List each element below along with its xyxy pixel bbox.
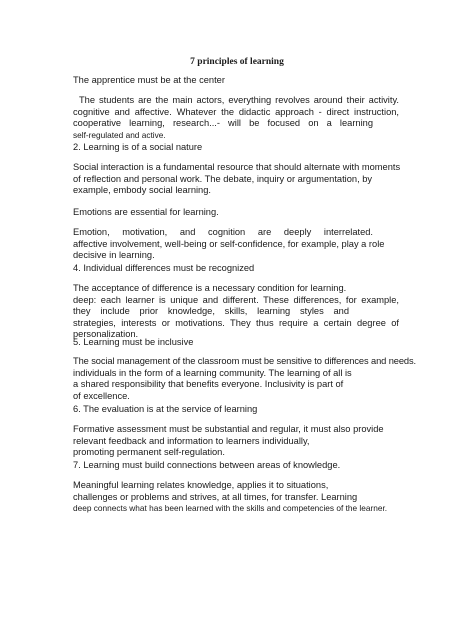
paragraph-line: a shared responsibility that benefits everyone. Inclusivity is part of — [73, 379, 344, 390]
paragraph-line: Formative assessment must be substantial and regular, it must also provide — [73, 424, 384, 434]
paragraph-line: affective involvement, well-being or self-confidence, for example, play a role — [73, 238, 385, 249]
paragraph-line: deep: each learner is unique and different. These differences, for example, — [73, 294, 399, 305]
paragraph-4 — [73, 283, 399, 341]
paragraph-1 — [73, 95, 399, 141]
section-heading-5 — [73, 337, 399, 349]
heading-text: 4. Individual differences must be recognized — [73, 263, 255, 273]
paragraph-line: cognitive and affective. Whatever the didactic approach - direct instruction, — [73, 106, 399, 117]
paragraph-line: Emotion, motivation, and cognition are deeply interrelated. — [73, 227, 373, 237]
heading-text: The apprentice must be at the center — [73, 75, 225, 85]
heading-text: 2. Learning is of a social nature — [73, 142, 203, 152]
paragraph-7 — [73, 480, 399, 515]
heading-text: 7. Learning must build connections between areas of knowledge. — [73, 460, 341, 470]
document-title: 7 principles of learning — [190, 57, 284, 67]
paragraph-line: Meaningful learning relates knowledge, applies it to situations, — [73, 480, 329, 490]
paragraph-line: they include prior knowledge, skills, learning styles and — [73, 306, 349, 317]
section-heading-7 — [73, 460, 399, 472]
paragraph-line: of excellence. — [73, 390, 130, 401]
paragraph-line: of reflection and personal work. The debate, inquiry or argumentation, by — [73, 173, 373, 184]
paragraph-line: strategies, interests or motivations. They thus require a certain degree of — [73, 317, 399, 328]
paragraph-line: deep connects what has been learned with the skills and competencies of the learner. — [73, 503, 388, 514]
paragraph-line: example, embody social learning. — [73, 185, 211, 196]
section-heading-1 — [73, 75, 399, 87]
paragraph-line: personalization. — [73, 329, 139, 340]
paragraph-5 — [73, 356, 417, 402]
paragraph-line: The acceptance of difference is a necessary condition for learning. — [73, 283, 347, 293]
paragraph-line: cooperative learning, research...- will be focused on a learning — [73, 118, 373, 129]
paragraph-line: Social interaction is a fundamental resource that should alternate with moments — [73, 162, 401, 172]
paragraph-line: decisive in learning. — [73, 250, 155, 261]
paragraph-line: individuals in the form of a learning community. The learning of all is — [73, 367, 352, 378]
paragraph-line: relevant feedback and information to learners individually, — [73, 435, 310, 446]
paragraph-line: promoting permanent self-regulation. — [73, 447, 225, 458]
paragraph-2 — [73, 162, 399, 197]
paragraph-6 — [73, 424, 399, 459]
heading-text: 6. The evaluation is at the service of learning — [73, 404, 258, 414]
section-heading-4 — [73, 263, 399, 275]
section-heading-6 — [73, 404, 399, 416]
section-heading-3 — [73, 207, 399, 219]
paragraph-line: The students are the main actors, everything revolves around their activity. — [79, 95, 399, 105]
paragraph-line: challenges or problems and strives, at all times, for transfer. Learning — [73, 491, 358, 502]
section-heading-2 — [73, 142, 399, 154]
paragraph-3 — [73, 227, 399, 262]
paragraph-line: The social management of the classroom must be sensitive to differences and needs. — [73, 356, 417, 366]
paragraph-line: self-regulated and active. — [73, 129, 166, 140]
heading-text: Emotions are essential for learning. — [73, 207, 219, 217]
heading-text: 5. Learning must be inclusive — [73, 337, 194, 347]
